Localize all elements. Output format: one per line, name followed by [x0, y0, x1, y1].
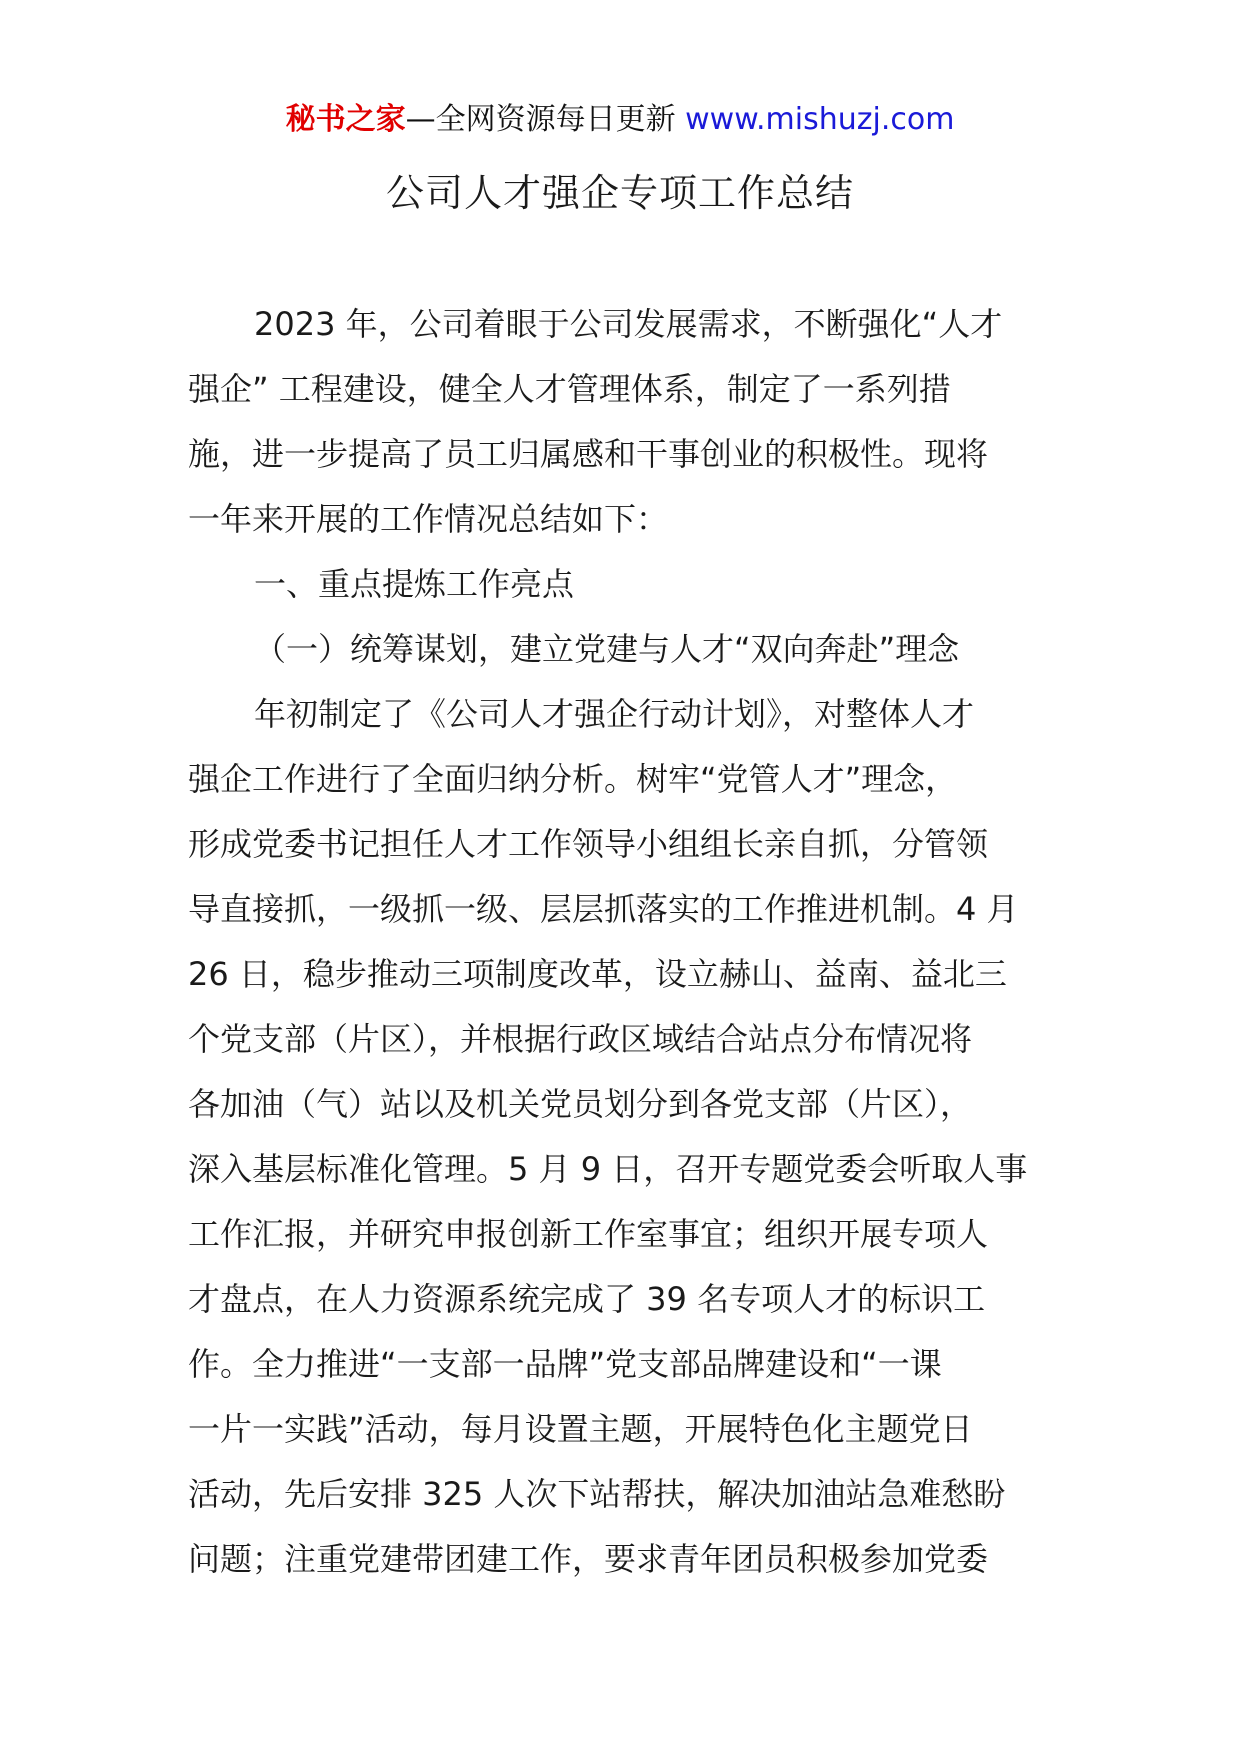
paragraph-line: 才盘点，在人力资源系统完成了 39 名专项人才的标识工 — [188, 1280, 986, 1318]
paragraph-line: 年初制定了《公司人才强企行动计划》，对整体人才 — [254, 695, 975, 733]
site-link[interactable]: www.mishuzj.com — [685, 102, 955, 137]
paragraph-line: 问题；注重党建带团建工作，要求青年团员积极参加党委 — [188, 1540, 989, 1578]
document-body — [188, 292, 1056, 1592]
paragraph-line: 作。全力推进“一支部一品牌”党支部品牌建设和“一课 — [188, 1345, 942, 1383]
site-header — [0, 100, 1240, 140]
paragraph-line: 强企工作进行了全面归纳分析。树牢“党管人才”理念， — [188, 760, 958, 798]
paragraph-line: 工作汇报，并研究申报创新工作室事宜；组织开展专项人 — [188, 1215, 989, 1253]
paragraph-line: 一片一实践”活动，每月设置主题，开展特色化主题党日 — [188, 1410, 973, 1448]
paragraph-line: 施，进一步提高了员工归属感和干事创业的积极性。现将 — [188, 435, 989, 473]
paragraph-line: 形成党委书记担任人才工作领导小组组长亲自抓，分管领 — [188, 825, 989, 863]
paragraph-line: 活动，先后安排 325 人次下站帮扶，解决加油站急难愁盼 — [188, 1475, 1006, 1513]
header-tagline: —全网资源每日更新 — [405, 102, 676, 137]
paragraph-line: 强企” 工程建设，健全人才管理体系，制定了一系列措 — [188, 370, 951, 408]
paragraph-line: 各加油（气）站以及机关党员划分到各党支部（片区）， — [188, 1085, 973, 1123]
paragraph-line: 26 日，稳步推动三项制度改革，设立赫山、益南、益北三 — [188, 955, 1007, 993]
paragraph-line: 个党支部（片区），并根据行政区域结合站点分布情况将 — [188, 1020, 973, 1058]
section-heading: 一、重点提炼工作亮点 — [254, 565, 575, 603]
paragraph-line: 导直接抓，一级抓一级、层层抓落实的工作推进机制。4 月 — [188, 890, 1019, 928]
document-title: 公司人才强企专项工作总结 — [385, 171, 854, 215]
paragraph-line: 一年来开展的工作情况总结如下： — [188, 500, 669, 538]
subsection-heading: （一）统筹谋划，建立党建与人才“双向奔赴”理念 — [254, 630, 960, 668]
brand-name: 秘书之家 — [285, 102, 406, 137]
paragraph-line: 深入基层标准化管理。5 月 9 日，召开专题党委会听取人事 — [188, 1150, 1028, 1188]
paragraph-line: 2023 年，公司着眼于公司发展需求，不断强化“人才 — [254, 305, 1003, 343]
